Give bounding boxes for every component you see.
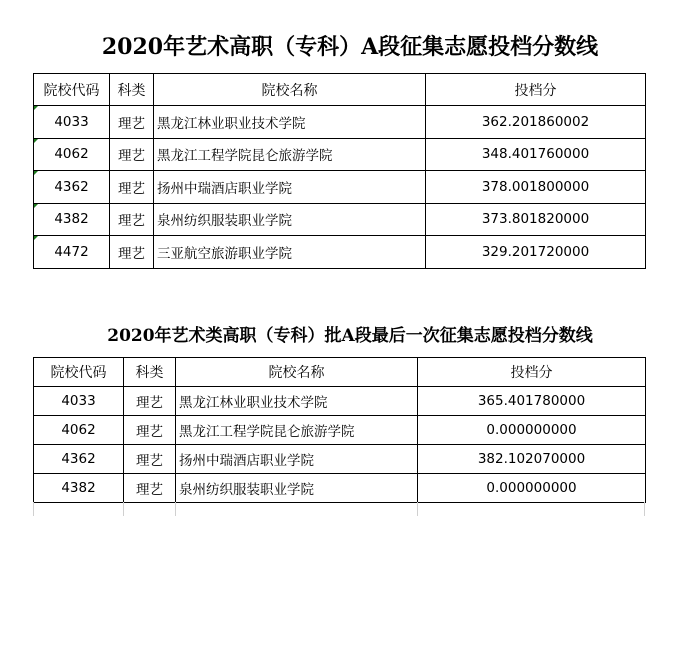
category-cell: 理艺 xyxy=(124,387,176,416)
table-row xyxy=(34,387,646,416)
table2-title: 2020年艺术类高职（专科）批A段最后一次征集志愿投档分数线 xyxy=(107,326,593,346)
category-cell: 理艺 xyxy=(110,171,154,204)
header-school-code: 院校代码 xyxy=(34,74,110,106)
score-cell: 378.001800000 xyxy=(426,171,646,204)
score-cell: 0.000000000 xyxy=(418,416,646,445)
admission-score-table-1 xyxy=(33,73,646,269)
table1-title: 2020年艺术高职（专科）A段征集志愿投档分数线 xyxy=(101,34,599,60)
score-cell: 348.401760000 xyxy=(426,138,646,171)
header-score: 投档分 xyxy=(426,74,646,106)
school-name-cell: 泉州纺织服装职业学院 xyxy=(154,203,426,236)
score-cell: 329.201720000 xyxy=(426,236,646,269)
category-cell: 理艺 xyxy=(110,138,154,171)
school-name-cell: 黑龙江林业职业技术学院 xyxy=(176,387,418,416)
school-code-cell: 4472 xyxy=(34,236,110,269)
table-row xyxy=(34,236,646,269)
score-cell: 373.801820000 xyxy=(426,203,646,236)
school-code-cell: 4362 xyxy=(34,171,110,204)
header-category: 科类 xyxy=(110,74,154,106)
table-row xyxy=(34,138,646,171)
admission-score-table-2 xyxy=(33,357,646,503)
table-row xyxy=(34,445,646,474)
header-score: 投档分 xyxy=(418,358,646,387)
school-code-cell: 4062 xyxy=(34,138,110,171)
school-name-cell: 扬州中瑞酒店职业学院 xyxy=(154,171,426,204)
category-cell: 理艺 xyxy=(110,203,154,236)
school-code-cell: 4033 xyxy=(34,387,124,416)
score-cell: 365.401780000 xyxy=(418,387,646,416)
table-row xyxy=(34,171,646,204)
school-name-cell: 黑龙江工程学院昆仑旅游学院 xyxy=(154,138,426,171)
table-row xyxy=(34,416,646,445)
score-cell: 382.102070000 xyxy=(418,445,646,474)
school-name-cell: 三亚航空旅游职业学院 xyxy=(154,236,426,269)
score-cell: 0.000000000 xyxy=(418,474,646,503)
table-row xyxy=(34,474,646,503)
header-school-name: 院校名称 xyxy=(154,74,426,106)
category-cell: 理艺 xyxy=(124,445,176,474)
school-name-cell: 黑龙江工程学院昆仑旅游学院 xyxy=(176,416,418,445)
school-name-cell: 扬州中瑞酒店职业学院 xyxy=(176,445,418,474)
table-row xyxy=(34,106,646,139)
school-code-cell: 4062 xyxy=(34,416,124,445)
category-cell: 理艺 xyxy=(110,236,154,269)
table-row xyxy=(34,203,646,236)
category-cell: 理艺 xyxy=(124,474,176,503)
school-name-cell: 黑龙江林业职业技术学院 xyxy=(154,106,426,139)
header-category: 科类 xyxy=(124,358,176,387)
category-cell: 理艺 xyxy=(110,106,154,139)
category-cell: 理艺 xyxy=(124,416,176,445)
school-code-cell: 4382 xyxy=(34,203,110,236)
school-code-cell: 4382 xyxy=(34,474,124,503)
table-header-row xyxy=(34,74,646,106)
school-code-cell: 4362 xyxy=(34,445,124,474)
score-cell: 362.201860002 xyxy=(426,106,646,139)
table-header-row xyxy=(34,358,646,387)
school-code-cell: 4033 xyxy=(34,106,110,139)
faint-gridlines xyxy=(33,502,645,516)
header-school-name: 院校名称 xyxy=(176,358,418,387)
school-name-cell: 泉州纺织服装职业学院 xyxy=(176,474,418,503)
header-school-code: 院校代码 xyxy=(34,358,124,387)
